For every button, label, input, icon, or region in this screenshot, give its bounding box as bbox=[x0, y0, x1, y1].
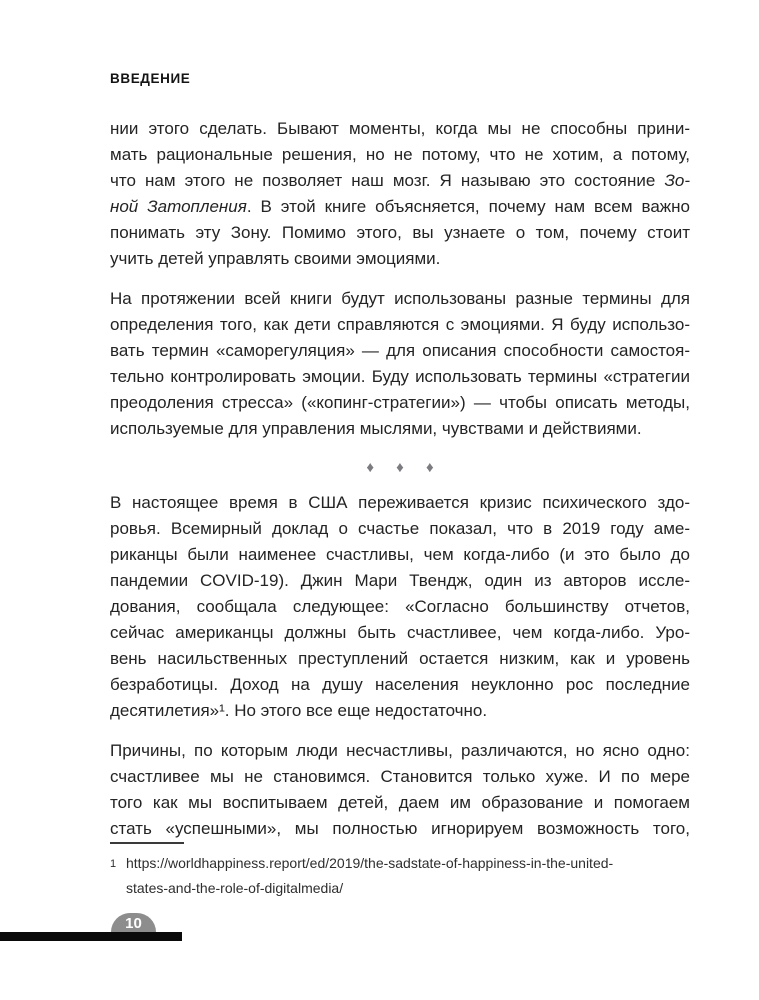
text-line: мать рациональные решения, но не потому, что не хотим, а потому, bbox=[110, 145, 690, 164]
paragraph bbox=[110, 490, 690, 724]
section-two bbox=[110, 490, 690, 842]
text-line: ровья. Всемирный доклад о счастье показал, что в 2019 году аме- bbox=[110, 519, 690, 538]
text-line: ной Затопления. В этой книге объясняется, почему нам всем важно bbox=[110, 197, 690, 216]
paragraph bbox=[110, 116, 690, 272]
text-line: Причины, по которым люди несчастливы, различаются, но ясно одно: bbox=[110, 741, 690, 760]
text-line: нии этого сделать. Бывают моменты, когда мы не способны прини- bbox=[110, 119, 690, 138]
text-line: используемые для управления мыслями, чувствами и действиями. bbox=[110, 419, 642, 438]
text-line: риканцы были наименее счастливы, чем когда-либо (и это было до bbox=[110, 545, 690, 564]
text-line: вать термин «саморегуляция» — для описания способности самостоя- bbox=[110, 341, 690, 360]
text-line: На протяжении всей книги будут использованы разные термины для bbox=[110, 289, 690, 308]
footnote-line-1: https://worldhappiness.report/ed/2019/the-sadstate-of-happiness-in-the-united- bbox=[126, 855, 614, 871]
footnote-rule bbox=[110, 842, 184, 844]
text-line: учить детей управлять своими эмоциями. bbox=[110, 249, 441, 268]
text-line: счастливее мы не становимся. Становится только хуже. И по мере bbox=[110, 767, 690, 786]
page-number-badge bbox=[111, 913, 156, 932]
footnote bbox=[110, 851, 696, 901]
footer-bar bbox=[0, 932, 182, 941]
text-line: В настоящее время в США переживается кризис психического здо- bbox=[110, 493, 690, 512]
text-line: понимать эту Зону. Помимо этого, вы узнаете о том, почему стоит bbox=[110, 223, 690, 242]
footnote-text bbox=[126, 851, 696, 901]
text-line: сейчас американцы должны быть счастливее, чем когда-либо. Уро- bbox=[110, 623, 690, 642]
text-line: пандемии COVID-19). Джин Мари Твендж, один из авторов иссле- bbox=[110, 571, 690, 590]
text-line: стать «успешными», мы полностью игнорируем возможность того, bbox=[110, 819, 690, 838]
section-separator-diamonds: ♦ ♦ ♦ bbox=[366, 459, 443, 476]
text-line: десятилетия»¹. Но этого все еще недостаточно. bbox=[110, 701, 488, 720]
text-line: преодоления стресса» («копинг-стратегии») — чтобы описать методы, bbox=[110, 393, 690, 412]
footnote-marker: 1 bbox=[110, 858, 117, 870]
text-line: вень насильственных преступлений остается низким, как и уровень bbox=[110, 649, 690, 668]
running-head: ВВЕДЕНИЕ bbox=[110, 71, 191, 86]
text-line: безработицы. Доход на душу населения неуклонно рос последние bbox=[110, 675, 690, 694]
text-line: того как мы воспитываем детей, даем им образование и помогаем bbox=[110, 793, 690, 812]
body-text bbox=[110, 116, 690, 856]
paragraph bbox=[110, 286, 690, 442]
page-number: 10 bbox=[125, 915, 142, 932]
text-line: тельно контролировать эмоции. Буду использовать термины «стратегии bbox=[110, 367, 690, 386]
footnote-line-2: states-and-the-role-of-digitalmedia/ bbox=[126, 880, 344, 896]
text-line: что нам этого не позволяет наш мозг. Я называю это состояние Зо- bbox=[110, 171, 690, 190]
section-one bbox=[110, 116, 690, 442]
text-line: дования, сообщала следующее: «Согласно большинству отчетов, bbox=[110, 597, 690, 616]
paragraph bbox=[110, 738, 690, 842]
text-line: определения того, как дети справляются с эмоциями. Я буду использо- bbox=[110, 315, 690, 334]
